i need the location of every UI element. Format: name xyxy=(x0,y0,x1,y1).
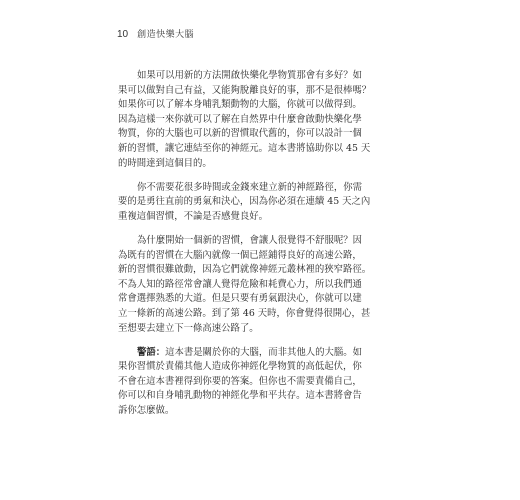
text-line: 為既有的習慣在大腦內就像一個已經鋪得良好的高速公路， xyxy=(118,249,362,261)
page-number: 10 xyxy=(117,29,129,40)
text-line: 要的是勇往直前的勇氣和決心，因為你必須在連續 45 天之內 xyxy=(118,196,371,208)
text-line: 至想要去建立下一條高速公路了。 xyxy=(118,322,259,334)
text-line: 常會選擇熟悉的大道。但是只要有勇氣跟決心，你就可以建 xyxy=(118,293,362,305)
text-line: 如果你可以了解本身哺乳類動物的大腦，你就可以做得到。 xyxy=(118,99,362,111)
warning-text: 這本書是關於你的大腦，而非其他人的大腦。如 xyxy=(165,346,363,358)
paragraph-2 xyxy=(118,181,408,225)
running-title: 創造快樂大腦 xyxy=(137,30,195,40)
text-line: 新的習慣，讓它連結至你的神經元。這本書將協助你以 45 天 xyxy=(118,142,371,154)
text-line xyxy=(118,346,408,361)
text-line: 你可以和自身哺乳動物的神經化學和平共存。這本書將會告 xyxy=(118,390,362,402)
text-line: 新的習慣很難啟動，因為它們就像神經元叢林裡的狹窄路徑。 xyxy=(118,264,372,276)
warning-label: 警語： xyxy=(137,346,166,358)
paragraph-warning xyxy=(118,346,408,419)
text-line: 訴你怎麼做。 xyxy=(118,404,175,416)
text-line: 果你習慣於責備其他人造成你神經化學物質的高低起伏，你 xyxy=(118,361,362,373)
body-text xyxy=(118,69,408,428)
text-line: 重複這個習慣，不論是否感覺良好。 xyxy=(118,210,269,222)
text-line: 不會在這本書裡得到你要的答案。但你也不需要責備自己， xyxy=(118,375,362,387)
text-line: 不為人知的路徑常會讓人覺得危險和耗費心力，所以我們通 xyxy=(118,278,362,290)
text-line: 果可以做對自己有益，又能夠脫離良好的事，那不是很棒嗎？ xyxy=(118,84,372,96)
paragraph-3 xyxy=(118,234,408,336)
text-line: 因為這樣一來你就可以了解在自然界中什麼會啟動快樂化學 xyxy=(118,113,362,125)
text-line: 你不需要花很多時間或金錢來建立新的神經路徑，你需 xyxy=(137,181,363,193)
text-line: 的時間達到這個目的。 xyxy=(118,157,212,169)
text-line: 為什麼開始一個新的習慣，會讓人很覺得不舒服呢？因 xyxy=(137,234,363,246)
text-line: 立一條新的高速公路。到了第 46 天時，你會覺得很開心，甚 xyxy=(118,307,371,319)
text-line: 如果可以用新的方法開啟快樂化學物質那會有多好？如 xyxy=(137,70,363,81)
paragraph-1 xyxy=(118,69,408,171)
text-line: 物質，你的大腦也可以新的習慣取代舊的，你可以設計一個 xyxy=(118,128,362,140)
page-header xyxy=(117,27,194,40)
